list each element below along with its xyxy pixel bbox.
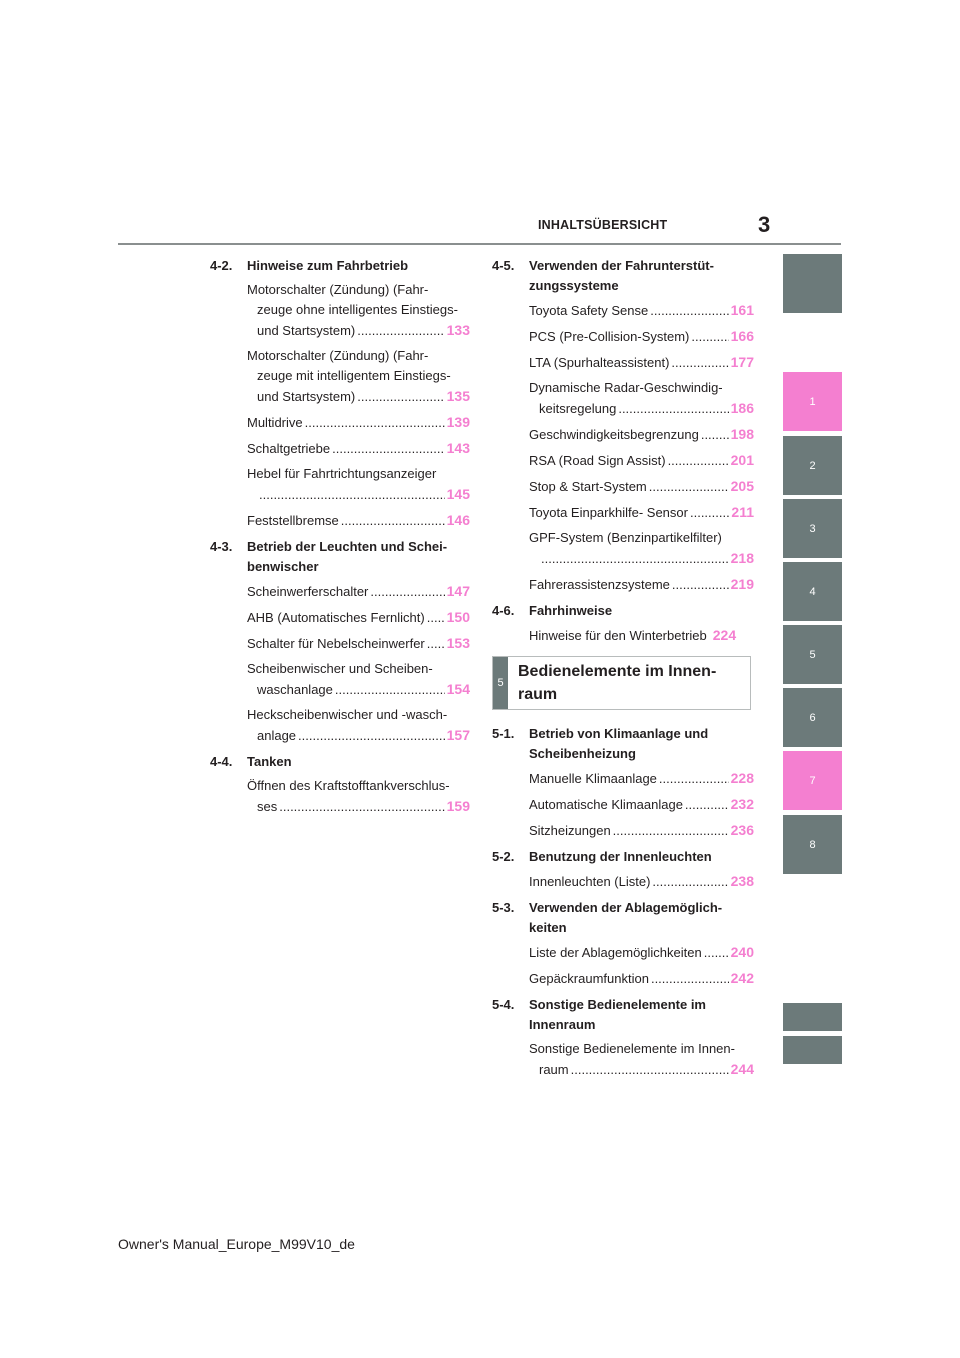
section-title-line: Verwenden der Fahrunterstüt- <box>529 258 714 273</box>
toc-entry[interactable] <box>247 510 470 531</box>
entry-last-line <box>529 352 754 373</box>
page-link[interactable]: 150 <box>446 609 470 625</box>
chapter-tab-6[interactable]: 6 <box>783 688 842 747</box>
entry-last-line <box>529 502 754 523</box>
entry-last-line <box>529 625 754 646</box>
entry-last-line <box>247 633 470 654</box>
page-link[interactable]: 198 <box>730 426 754 442</box>
page-link[interactable]: 211 <box>731 504 754 520</box>
dot-leader <box>279 797 444 817</box>
page-link[interactable]: 219 <box>730 576 754 592</box>
section-heading <box>492 995 754 1035</box>
toc-entry[interactable] <box>247 705 470 746</box>
section-title <box>529 898 754 938</box>
toc-entry[interactable] <box>529 794 754 815</box>
entry-last-line <box>247 725 470 746</box>
entry-last-line <box>529 450 754 471</box>
page-link[interactable]: 242 <box>730 970 754 986</box>
entry-text: Scheinwerferschalter <box>247 584 369 599</box>
entry-last-line <box>529 398 754 419</box>
section-number: 5-2. <box>492 849 515 864</box>
page-link[interactable]: 228 <box>730 770 754 786</box>
section-title-line: Betrieb von Klimaanlage und <box>529 726 709 741</box>
page-link[interactable]: 145 <box>446 486 470 502</box>
toc-entry[interactable] <box>529 424 754 445</box>
entry-last-line <box>529 871 754 892</box>
entry-last-line <box>247 607 470 628</box>
dot-leader <box>541 549 729 569</box>
dot-leader <box>652 872 728 892</box>
dot-leader <box>649 477 729 497</box>
section-heading <box>492 601 754 621</box>
section-number: 4-6. <box>492 603 515 618</box>
chapter-heading-box <box>492 656 751 710</box>
page-link[interactable]: 153 <box>446 635 470 651</box>
section-title-line: Benutzung der Innenleuchten <box>529 849 712 864</box>
section-heading <box>492 724 754 764</box>
page-link[interactable]: 143 <box>446 440 470 456</box>
toc-entry[interactable] <box>529 1039 754 1080</box>
chapter-tab-7[interactable]: 7 <box>783 751 842 810</box>
page-link[interactable]: 244 <box>730 1061 754 1077</box>
page-link[interactable]: 240 <box>730 944 754 960</box>
entry-last-line <box>247 386 470 407</box>
dot-leader <box>357 387 444 407</box>
entry-text: Automatische Klimaanlage <box>529 797 683 812</box>
dot-leader <box>690 503 729 523</box>
chapter-number: 5 <box>493 657 508 709</box>
toc-entry[interactable] <box>247 581 470 602</box>
chapter-tab-2[interactable]: 2 <box>783 436 842 495</box>
entry-last-line <box>247 679 470 700</box>
dot-leader <box>651 969 729 989</box>
toc-entry[interactable] <box>529 625 754 646</box>
page-link[interactable]: 205 <box>730 478 754 494</box>
page-link[interactable]: 177 <box>730 354 754 370</box>
section-title <box>247 752 470 772</box>
entry-text-line: Dynamische Radar-Geschwindig- <box>529 380 723 395</box>
chapter-title-line: Bedienelemente im Innen- <box>518 663 717 680</box>
toc-entry[interactable] <box>529 942 754 963</box>
entry-text: Stop & Start-System <box>529 479 647 494</box>
entry-last-line <box>529 476 754 497</box>
entry-last-line <box>247 438 470 459</box>
dot-leader <box>370 582 444 602</box>
page-link[interactable]: 218 <box>730 550 754 566</box>
section-number: 4-3. <box>210 539 233 554</box>
section-number: 5-4. <box>492 997 515 1012</box>
page-number: 3 <box>758 212 771 237</box>
entry-text-line: Sonstige Bedienelemente im Innen- <box>529 1041 735 1056</box>
toc-entry[interactable] <box>247 412 470 433</box>
dot-leader <box>305 413 445 433</box>
chapter-title-line: raum <box>518 686 558 703</box>
page-link[interactable]: 232 <box>730 796 754 812</box>
toc-entry[interactable] <box>529 502 754 523</box>
toc-entry[interactable] <box>247 346 470 407</box>
entry-text: Sitzheizungen <box>529 823 611 838</box>
dot-leader <box>668 451 729 471</box>
entry-last-line <box>529 326 754 347</box>
toc-entry[interactable] <box>247 280 470 341</box>
header-divider <box>118 243 841 245</box>
entry-text: ses <box>257 799 278 814</box>
toc-entry[interactable] <box>529 352 754 373</box>
section-heading <box>210 537 470 577</box>
entry-text: Manuelle Klimaanlage <box>529 771 657 786</box>
section-number: 4-5. <box>492 258 515 273</box>
entry-text: LTA (Spurhalteassistent) <box>529 355 670 370</box>
entry-text: und Startsystem) <box>257 323 356 338</box>
section-title <box>247 537 470 577</box>
dot-leader <box>298 726 445 746</box>
section-number: 5-3. <box>492 900 515 915</box>
section-title-line: keiten <box>529 920 567 935</box>
dot-leader <box>335 680 445 700</box>
section-title-line: Fahrhinweise <box>529 603 613 618</box>
section-title-line: Betrieb der Leuchten und Schei- <box>247 539 448 554</box>
entry-text-line: Heckscheibenwischer und -wasch- <box>247 707 448 722</box>
index-tab[interactable] <box>783 1003 842 1031</box>
section-heading <box>492 847 754 867</box>
toc-entry[interactable] <box>247 464 470 505</box>
entry-last-line <box>529 574 754 595</box>
entry-text: Schaltgetriebe <box>247 441 331 456</box>
section-title-line: Verwenden der Ablagemöglich- <box>529 900 723 915</box>
entry-text: Fahrerassistenzsysteme <box>529 577 670 592</box>
section-title-line: Hinweise zum Fahrbetrieb <box>247 258 409 273</box>
toc-entry[interactable] <box>529 378 754 419</box>
page-link[interactable]: 224 <box>712 627 737 643</box>
dot-leader <box>332 439 445 459</box>
chapter-tab-8[interactable]: 8 <box>783 815 842 874</box>
entry-last-line <box>529 968 754 989</box>
entry-last-line <box>247 320 470 341</box>
chapter-tab-contents[interactable] <box>783 254 842 313</box>
page-link[interactable]: 147 <box>446 583 470 599</box>
section-title-line: Innenraum <box>529 1017 596 1032</box>
toc-entry[interactable] <box>529 968 754 989</box>
section-title-line: benwischer <box>247 559 319 574</box>
page-link[interactable]: 146 <box>446 512 470 528</box>
section-title <box>529 847 754 867</box>
section-heading <box>210 752 470 772</box>
entry-text: Toyota Einparkhilfe- Sensor <box>529 505 688 520</box>
page-link[interactable]: 186 <box>730 400 754 416</box>
section-heading <box>210 256 470 276</box>
page-link[interactable]: 201 <box>730 452 754 468</box>
page-link[interactable]: 236 <box>730 822 754 838</box>
entry-last-line <box>529 794 754 815</box>
dot-leader <box>659 769 729 789</box>
toc-entry[interactable] <box>247 438 470 459</box>
section-title <box>529 995 754 1035</box>
chapter-title <box>508 657 726 709</box>
toc-entry[interactable] <box>529 300 754 321</box>
entry-last-line <box>247 510 470 531</box>
footer-text: Owner's Manual_Europe_M99V10_de <box>118 1236 355 1252</box>
toc-entry[interactable] <box>529 871 754 892</box>
toc-entry[interactable] <box>247 776 470 817</box>
page-link[interactable]: 238 <box>730 873 754 889</box>
entry-text-line: Scheibenwischer und Scheiben- <box>247 661 433 676</box>
page-link[interactable]: 154 <box>446 681 470 697</box>
entry-last-line <box>247 796 470 817</box>
entry-text: und Startsystem) <box>257 389 356 404</box>
section-title <box>529 256 754 296</box>
entry-last-line <box>529 300 754 321</box>
dot-leader <box>672 575 729 595</box>
dot-leader <box>613 821 729 841</box>
entry-text: anlage <box>257 728 297 743</box>
toc-entry[interactable] <box>529 528 754 569</box>
entry-text: Schalter für Nebelscheinwerfer <box>247 636 425 651</box>
entry-text-line: GPF-System (Benzinpartikelfilter) <box>529 530 722 545</box>
dot-leader <box>701 425 729 445</box>
section-title-line: zungssysteme <box>529 278 619 293</box>
dot-leader <box>259 485 445 505</box>
chapter-tab-1[interactable]: 1 <box>783 372 842 431</box>
entry-last-line <box>247 412 470 433</box>
entry-last-line <box>529 1059 754 1080</box>
entry-text-line: Öffnen des Kraftstofftankverschlus- <box>247 778 450 793</box>
entry-last-line <box>247 484 470 505</box>
dot-leader <box>618 399 728 419</box>
dot-leader <box>571 1060 729 1080</box>
dot-leader <box>691 327 728 347</box>
page-link[interactable]: 133 <box>446 322 470 338</box>
dot-leader <box>685 795 729 815</box>
entry-text: raum <box>539 1062 569 1077</box>
dot-leader <box>650 301 728 321</box>
entry-last-line <box>529 820 754 841</box>
entry-text: keitsregelung <box>539 401 617 416</box>
section-number: 4-2. <box>210 258 233 273</box>
section-number: 4-4. <box>210 754 233 769</box>
dot-leader <box>427 634 445 654</box>
entry-text: waschanlage <box>257 682 333 697</box>
toc-entry[interactable] <box>529 476 754 497</box>
section-title-line: Sonstige Bedienelemente im <box>529 997 706 1012</box>
toc-entry[interactable] <box>247 633 470 654</box>
index-tab[interactable] <box>783 1036 842 1064</box>
section-title <box>247 256 470 276</box>
header-title: INHALTSÜBERSICHT <box>538 218 668 232</box>
entry-text: RSA (Road Sign Assist) <box>529 453 666 468</box>
dot-leader <box>341 511 445 531</box>
section-title <box>529 601 754 621</box>
dot-leader <box>357 321 444 341</box>
page-link[interactable]: 161 <box>730 302 754 318</box>
page-link[interactable]: 159 <box>446 798 470 814</box>
entry-text-line: Motorschalter (Zündung) (Fahr- <box>247 282 429 297</box>
toc-entry[interactable] <box>247 607 470 628</box>
entry-last-line <box>529 768 754 789</box>
page-link[interactable]: 135 <box>446 388 470 404</box>
entry-text: Multidrive <box>247 415 303 430</box>
section-number: 5-1. <box>492 726 515 741</box>
entry-last-line <box>529 548 754 569</box>
entry-text: Feststellbremse <box>247 513 339 528</box>
section-title <box>529 724 754 764</box>
chapter-tab-5[interactable]: 5 <box>783 625 842 684</box>
entry-text-line: zeuge ohne intelligentes Einstiegs- <box>257 302 458 317</box>
section-title-line: Scheibenheizung <box>529 746 636 761</box>
section-heading <box>492 256 754 296</box>
page-link[interactable]: 166 <box>730 328 754 344</box>
toc-right-column <box>492 250 754 1085</box>
toc-entry[interactable] <box>529 574 754 595</box>
entry-text: PCS (Pre-Collision-System) <box>529 329 690 344</box>
entry-last-line <box>529 424 754 445</box>
entry-text: Innenleuchten (Liste) <box>529 874 651 889</box>
entry-text-line: zeuge mit intelligentem Einstiegs- <box>257 368 451 383</box>
dot-leader <box>427 608 445 628</box>
toc-entry[interactable] <box>529 820 754 841</box>
page-link[interactable]: 139 <box>446 414 470 430</box>
toc-entry[interactable] <box>529 450 754 471</box>
toc-entry[interactable] <box>529 326 754 347</box>
dot-leader <box>671 353 728 373</box>
entry-text: Geschwindigkeitsbegrenzung <box>529 427 699 442</box>
chapter-tab-3[interactable]: 3 <box>783 499 842 558</box>
dot-leader <box>704 943 729 963</box>
entry-text-line: Motorschalter (Zündung) (Fahr- <box>247 348 429 363</box>
chapter-tab-4[interactable]: 4 <box>783 562 842 621</box>
entry-text: Gepäckraumfunktion <box>529 971 649 986</box>
entry-text: Hinweise für den Winterbetrieb <box>529 628 707 643</box>
toc-entry[interactable] <box>529 768 754 789</box>
page-link[interactable]: 157 <box>446 727 470 743</box>
toc-left-column <box>210 250 470 822</box>
toc-entry[interactable] <box>247 659 470 700</box>
section-title-line: Tanken <box>247 754 292 769</box>
entry-text: Liste der Ablagemöglichkeiten <box>529 945 702 960</box>
entry-text: Toyota Safety Sense <box>529 303 649 318</box>
entry-text: AHB (Automatisches Fernlicht) <box>247 610 425 625</box>
section-heading <box>492 898 754 938</box>
entry-last-line <box>247 581 470 602</box>
entry-text-line: Hebel für Fahrtrichtungsanzeiger <box>247 466 437 481</box>
entry-last-line <box>529 942 754 963</box>
